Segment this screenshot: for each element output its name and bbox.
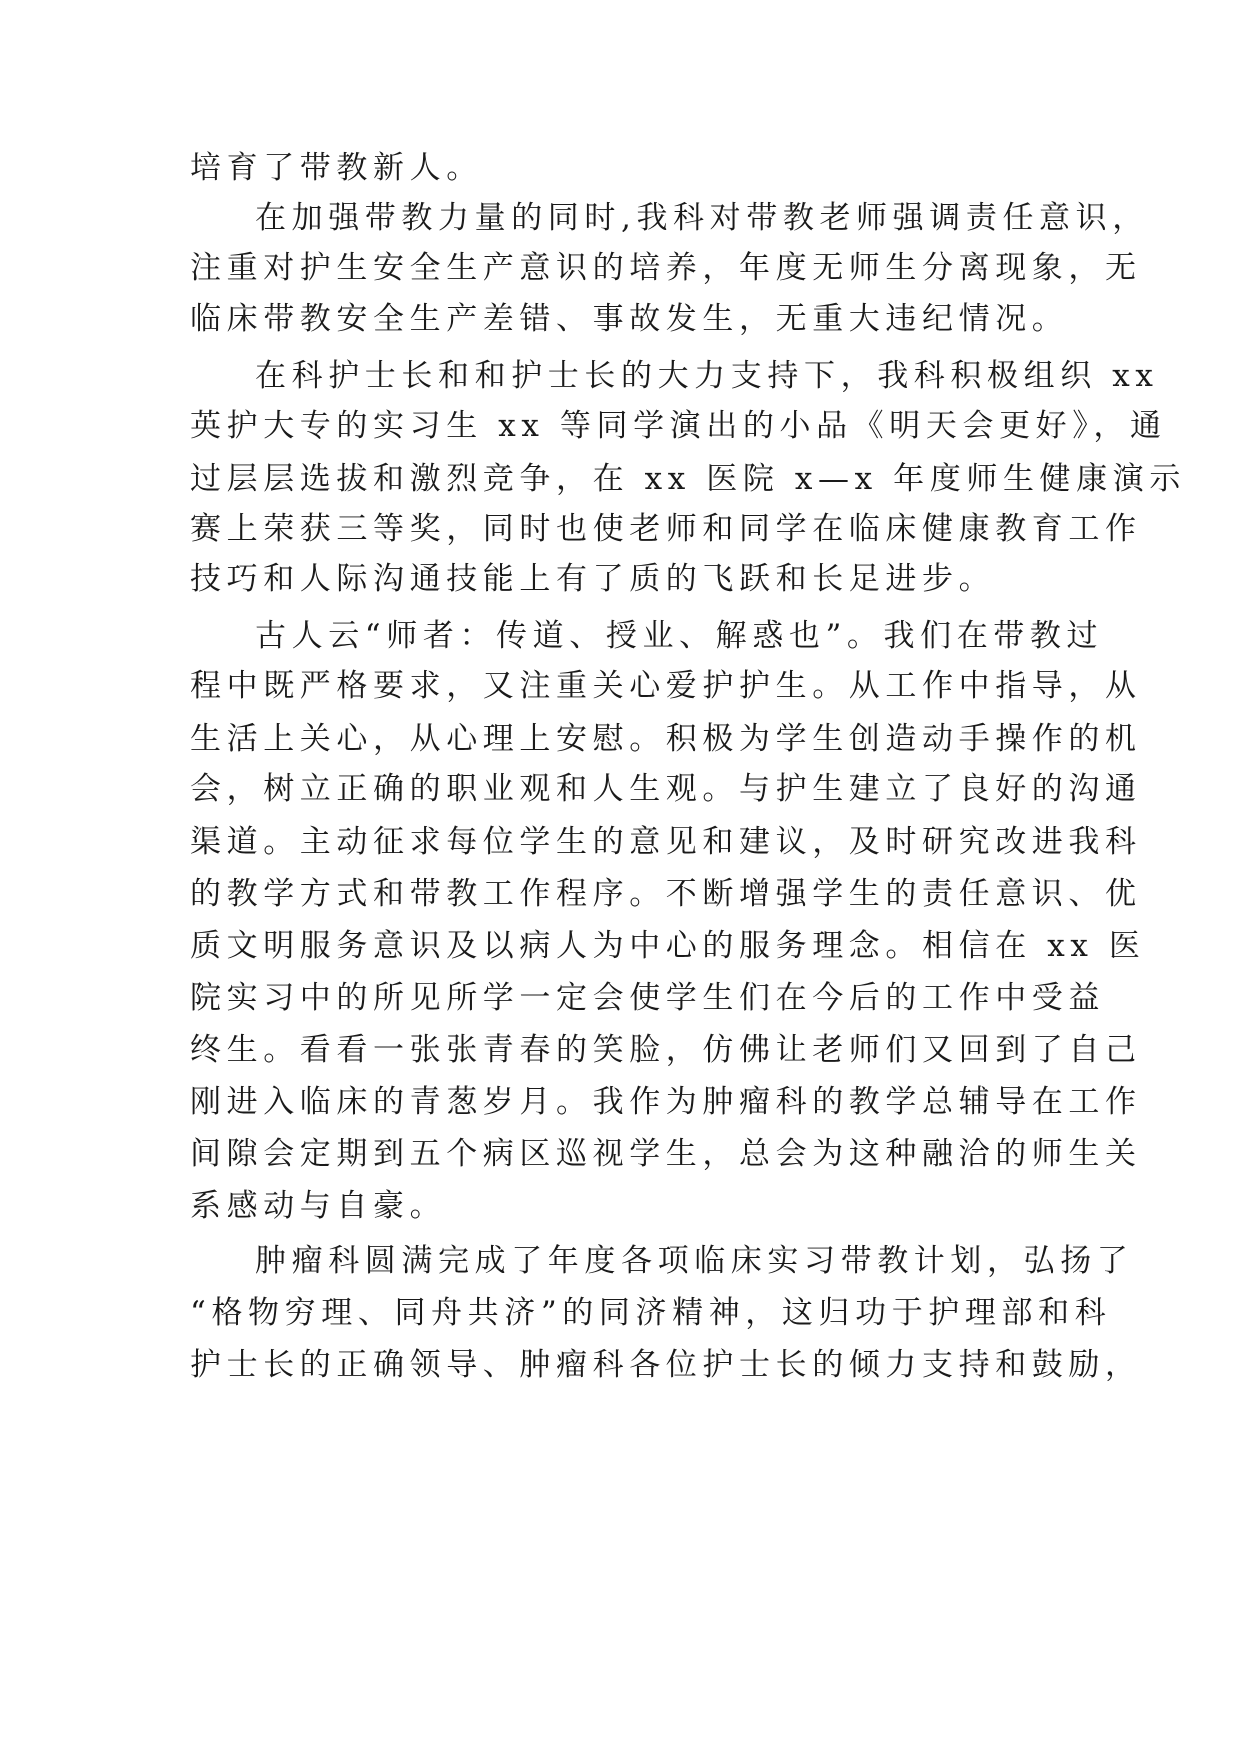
text-line: 过层层选拔和激烈竞争，在 xx 医院 x—x 年度师生健康演示 [190,461,1186,497]
text-line: 间隙会定期到五个病区巡视学生，总会为这种融洽的师生关 [190,1136,1142,1172]
text-line: 质文明服务意识及以病人为中心的服务理念。相信在 xx 医 [190,928,1146,964]
text-line: 技巧和人际沟通技能上有了质的飞跃和长足进步。 [190,561,996,597]
text-line: 生活上关心，从心理上安慰。积极为学生创造动手操作的机 [190,721,1142,757]
text-line: 英护大专的实习生 xx 等同学演出的小品《明天会更好》，通 [190,408,1167,444]
text-line: 程中既严格要求，又注重关心爱护护生。从工作中指导，从 [190,668,1142,704]
text-line: 培育了带教新人。 [190,150,483,186]
text-line: 院实习中的所见所学一定会使学生们在今后的工作中受益 [190,980,1105,1016]
text-line: 注重对护生安全生产意识的培养，年度无师生分离现象，无 [190,250,1142,286]
paragraph-first-line: 在加强带教力量的同时,我科对带教老师强调责任意识， [255,200,1149,236]
text-line: “格物穷理、同舟共济”的同济精神，这归功于护理部和科 [190,1295,1112,1331]
paragraph-first-line: 古人云“师者：传道、授业、解惑也”。我们在带教过 [255,618,1104,654]
text-line: 系感动与自豪。 [190,1188,447,1224]
text-line: 渠道。主动征求每位学生的意见和建议，及时研究改进我科 [190,824,1142,860]
text-line: 终生。看看一张张青春的笑脸，仿佛让老师们又回到了自己 [190,1032,1142,1068]
text-line: 护士长的正确领导、肿瘤科各位护士长的倾力支持和鼓励， [190,1347,1142,1383]
text-line: 临床带教安全生产差错、事故发生，无重大违纪情况。 [190,301,1069,337]
text-line: 的教学方式和带教工作程序。不断增强学生的责任意识、优 [190,876,1142,912]
paragraph-first-line: 在科护士长和和护士长的大力支持下，我科积极组织 xx [255,358,1159,394]
text-line: 会，树立正确的职业观和人生观。与护生建立了良好的沟通 [190,771,1142,807]
paragraph-first-line: 肿瘤科圆满完成了年度各项临床实习带教计划，弘扬了 [255,1243,1134,1279]
text-line: 赛上荣获三等奖，同时也使老师和同学在临床健康教育工作 [190,511,1142,547]
text-line: 刚进入临床的青葱岁月。我作为肿瘤科的教学总辅导在工作 [190,1084,1142,1120]
